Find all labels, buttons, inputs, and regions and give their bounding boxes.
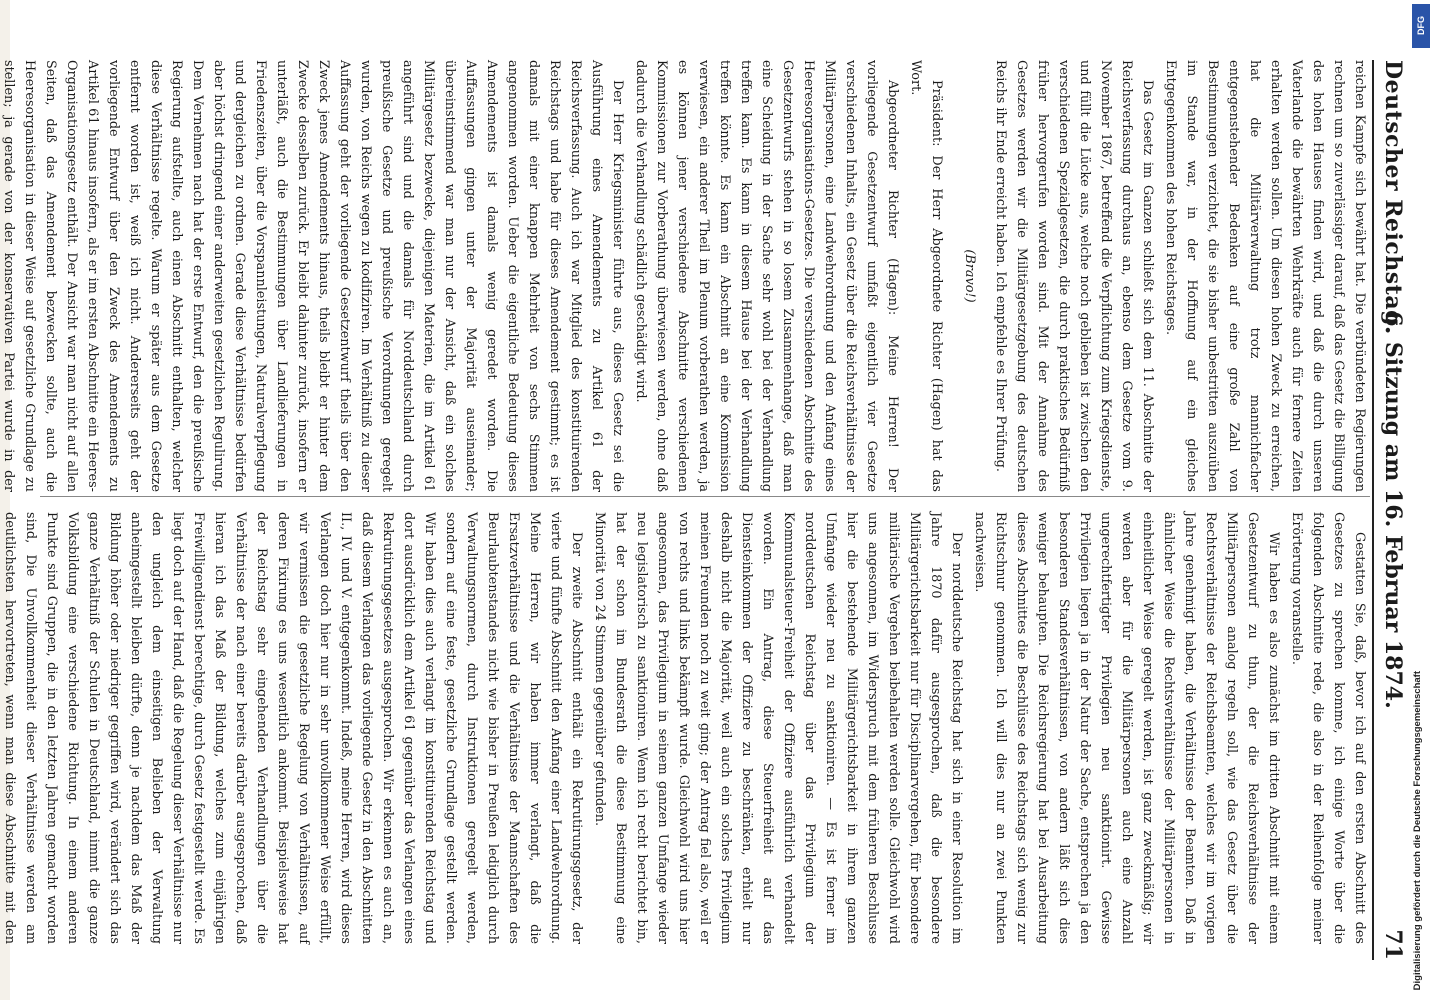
header-page-number: 71 <box>1380 929 1406 960</box>
column-divider <box>40 496 1370 497</box>
paragraph: Der zweite Abschnitt enthält ein Rekrutirungsgesetz, der vierte und fünfte Abschnitt den Anfang einer Landwehrordnung. Meine Herren, wir haben immer verlangt, daß die Ersatzverhältnisse und die Verhältnisse der Mannschaften des Beurlaubtenstandes nicht wie bisher in Preußen lediglich durch Verwaltungsnormen, durch Instruktionen geregelt werden, sondern auf eine feste, gesetzliche Grundlage gestellt werden. Wir haben dies auch verlangt im konstituirenden Reichstag und dort ausdrücklich dem Artikel 61 gegenüber das Verlangen eines Rekrutirungsgesetzes ausgesprochen. Wir erkennen es auch an, daß diesem Verlangen das vorliegende Gesetz in den Abschnitten II., IV. und V. entgegenkommt. Indeß, meine Herren, wird dieses Verlangen doch hier nur in sehr unvollkommener Weise erfüllt, wir vermissen die gesetzliche Regelung von Verhältnissen, auf deren Fixirung es uns wesentlich ankommt. Beispielsweise hat der Reichstag sehr eingehenden Verhandlungen über die Verhältnisse der nach einer bereits darüber ausgesprochen, daß hieran ich das Maß der Bildung, welches zum einjährigen Freiwilligendienst berechtige, durch Gesetz festgestellt werde. Es liegt doch auf der Hand, daß die Regelung dieser Verhältnisse nur den ungleich dem einseitigen Belieben der Verwaltung anheimgestellt bleiben dürfte, denn je nachdem das Maß der Bildung höher oder niedriger gegriffen wird, verändert sich das ganze Verhältniß der Schulen in Deutschland, nimmt die ganze Volksbildung eine verschiedene Richtung. In einem anderen Punkte sind Gruppen, die in den letzten Jahren gemacht worden sind, Die Unvollkommenheit dieser Verhältnisse werden am deutlichsten hervortreten, wenn man diese Abschnitte mit den <box>2 512 584 944</box>
digitization-credit-bar <box>1410 0 1432 1000</box>
paragraph: reichen Kampfe sich bewährt hat. Die verbündeten Regierungen rechnen um so zuverlässiger darauf, daß das Gesetz die Billigung des hohen Hauses finden wird, und daß die durch unseren Vaterlande die bewährten Wehrkräfte auch für fernere Zeiten erhalten werden sollen. Um diesen hohen Zweck zu erreichen, hat die Militärverwaltung trotz mannichfacher entgegenstehender Bedenken auf eine große Zahl von Bestimmungen verzichtet, die sie bisher unbestritten auszuüben im Stande war, in der Hoffnung auf ein gleiches Entgegenkommen des hohen Reichstages. <box>1163 60 1367 492</box>
paragraph: Wir haben es also zunächst im dritten Abschnitt mit einem Gesetzentwurf zu thun, der die Reichsverhältnisse der Militärpersonen analog regeln soll, wie das Gesetz über die Rechtsverhältnisse der Reichsbeamten, welches wir im vorigen Jahre genehmigt haben, die Verhältnisse der Beamten. Daß in ähnlicher Weise die Rechtsverhältnisse der Militärpersonen in einheitlicher Weise geregelt werden, ist ganz zweckmäßig; wir werden aber für die Militärpersonen auch eine Anzahl ungerechtfertigter Privilegien neu sanktionirt. Gewisse Privilegien liegen ja in der Natur der Sache, entsprechen ja den besonderen Standesverhältnissen, von andern läßt sich dies weniger behaupten. Die Reichsregierung hat bei Ausarbeitung dieses Abschnittes die Beschlüsse des Reichstags sich wenig zur Richtschnur genommen. Ich will dies nur an zwei Punkten nachweisen. <box>972 512 1281 944</box>
paragraph: Präsident: Der Herr Abgeordnete Richter (Hagen) hat das Wort. <box>908 60 944 492</box>
digitization-credit: Digitalisierung gefördert durch die Deutsche Forschungsgemeinschaft <box>1412 670 1423 990</box>
paragraph: Das Gesetz im Ganzen schließt sich dem 11. Abschnitte der Reichsverfassung durchaus an, ebenso dem Gesetze vom 9. November 1867, betreffend die Verpflichtung zum Kriegsdienste, und füllt die Lücke aus, welche noch geblieben ist zwischen den verschiedenen Spezialgesetzen, die durch praktisches Bedürfniß früher hervorgerufen worden sind. Mit der Annahme des Gesetzes werden wir die Militärgesetzgebung des deutschen Reichs ihr Ende erreicht haben. Ich empfehle es Ihrer Prüfung. <box>993 60 1155 492</box>
header-session: 6. Sitzung am 16. Februar 1874. <box>1380 311 1406 709</box>
text-column-right <box>2 512 1370 944</box>
text-column-left <box>1 60 1370 492</box>
dfg-logo: DFG <box>1412 4 1430 48</box>
paragraph: Der Herr Kriegsminister führte aus, dieses Gesetz sei die Ausführung eines Amendements zu Artikel 61 der Reichsverfassung. Auch ich war Mitglied des konstituirenden Reichstags und habe für dieses Amendement gestimmt; es ist damals mit einer knappen Mehrheit von sechs Stimmen angenommen worden. Ueber die eigentliche Bedeutung dieses Amendements ist damals wenig geredet worden. Die Auffassungen gingen unter der Majorität auseinander; übereinstimmend war man nur der Ansicht, daß ein solches Militärgesetz bezwecke, diejenigen Materien, die im Artikel 61 angeführt sind und die damals für Norddeutschland durch preußische Gesetze und preußische Verordnungen geregelt wurden, von Reichs wegen zu kodifiziren. Im Verhältniß zu dieser Auffassung geht der vorliegende Gesetzentwurf theils über den Zweck jenes Amendements hinaus, theils bleibt er hinter dem Zwecke desselben zurück. Er bleibt dahinter zurück, insofern er unterläßt, auch die Bestimmungen über Landlieferungen in Friedenszeiten, über die Vorspannleistungen, Naturalverpflegung und dergleichen zu ordnen. Gerade diese Verhältnisse bedürfen aber höchst dringend einer anderweiten gesetzlichen Regulirung. Dem Vernehmen nach hat der erste Entwurf, den die preußische Regierung aufstellte, auch einen Abschnitt enthalten, welcher diese Verhältnisse regelte. Warum er später aus dem Gesetze entfernt worden ist, weiß ich nicht. Andererseits geht der vorliegende Entwurf über den Zweck des Amendements zu Artikel 61 hinaus insofern, als er im ersten Abschnitte ein Heeres-Organisationsgesetz enthält. Der Ansicht war man nicht auf allen Seiten, daß das Amendement bezwecken sollte, auch die Heeresorganisation in dieser Weise auf gesetzliche Grundlage zu stellen; ja gerade von der konservativen Partei wurde in der <box>1 60 625 492</box>
paragraph: Der norddeutsche Reichstag hat sich in einer Resolution im Jahre 1870 dafür ausgesprochen, daß die besondere Militärgerichtsbarkeit nur für Disciplinarvergehen, für besondere militärische Vergehen beibehalten werden solle. Gleichwohl wird uns angesonnen, im Widerspruch mit dem früheren Beschlusse hier die bestehende Militärgerichtsbarkeit in ihrem ganzen Umfange wieder neu zu sanktioniren. — Es ist ferner im norddeutschen Reichstag über das Privilegium der Kommunalsteuer-Freiheit der Offiziere ausführlich verhandelt worden. Ein Antrag, diese Steuerfreiheit auf das Diensteinkommen der Offiziere zu beschränken, erhielt nur deshalb nicht die Majorität, weil auch ein solches Privilegium meinen Freunden noch zu weit ging; der Antrag fiel also, weil er von rechts und links bekämpft wurde. Gleichwohl wird uns hier angesonnen, das Privilegium in seinem ganzen Umfange wieder neu legislatorisch zu sanktioniren. Wenn ich recht berichtet bin, hat der schon im Bundesrath die diese Bestimmung eine Minorität von 24 Stimmen gegenüber gefunden. <box>592 512 964 944</box>
paragraph: Gestatten Sie, daß, bevor ich auf den ersten Abschnitt des Gesetzes zu sprechen komme, ich einige Worte über die folgenden Abschnitte rede, die also in der Reihenfolge meiner Erörterung voranstelle. <box>1289 512 1367 944</box>
header-publication: Deutscher Reichstag. <box>1380 60 1406 335</box>
newspaper-sheet <box>1 0 1432 1000</box>
applause-note: (Bravo!) <box>962 249 977 303</box>
paragraph: Abgeordneter Richter (Hagen): Meine Herren! Der vorliegende Gesetzentwurf umfaßt eigentlich vier Gesetze verschiedenen Inhalts, ein Gesetz über die Reichsverhältnisse der Militärpersonen, eine Landwehrordnung und den Anfang eines Heeresorganisations-Gesetzes. Die verschiedenen Abschnitte des Gesetzentwurfs stehen in so losem Zusammenhange, daß man eine Scheidung in der Sache sehr wohl bei der Verhandlung treffen kann. Es kann in diesem Hause bei der Verhandlung treffen könnte. Es kann ein Abschnitt an eine Kommission verwiesen, ein anderer Theil im Plenum vorberathen werden, ja es können jener verschiedene Abschnitte verschiedenen Kommissionen zur Vorberathung überwiesen werden, ohne daß dadurch die Verhandlung schädlich geschädigt wird. <box>633 60 900 492</box>
